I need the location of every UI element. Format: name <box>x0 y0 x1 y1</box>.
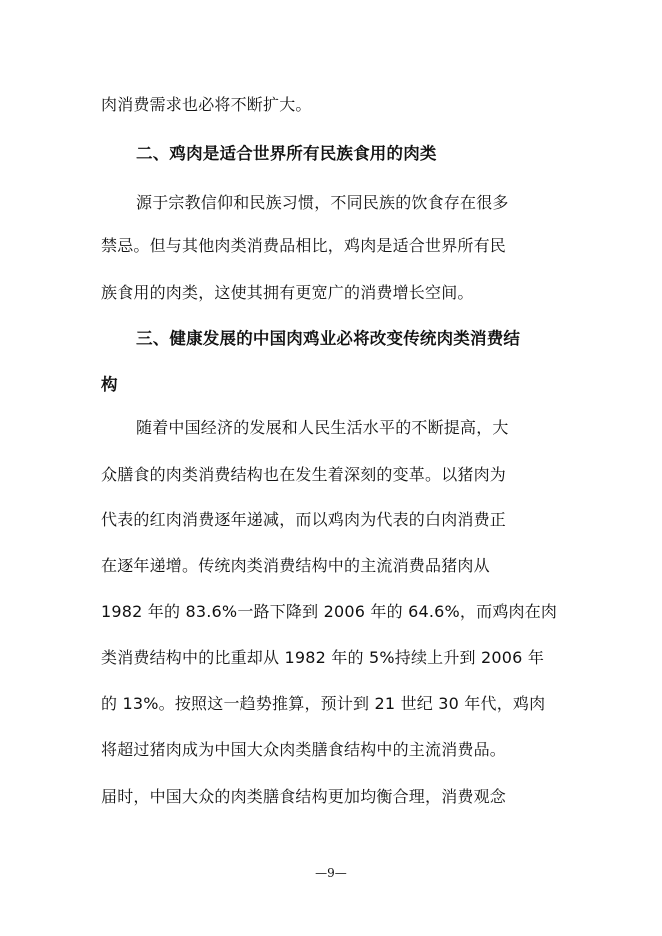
section-heading-continuation: 构 <box>101 375 118 394</box>
body-text-line: 随着中国经济的发展和人民生活水平的不断提高，大 <box>136 418 509 437</box>
page-number: —9— <box>315 866 347 880</box>
body-text-line: 代表的红肉消费逐年递减，而以鸡肉为代表的白肉消费正 <box>101 510 507 529</box>
body-text-line: 族食用的肉类，这使其拥有更宽广的消费增长空间。 <box>101 283 474 302</box>
body-text-line: 的 13%。按照这一趋势推算，预计到 21 世纪 30 年代，鸡肉 <box>101 694 546 713</box>
body-text-line: 1982 年的 83.6%一路下降到 2006 年的 64.6%，而鸡肉在肉 <box>101 602 558 621</box>
body-text-line: 禁忌。但与其他肉类消费品相比，鸡肉是适合世界所有民 <box>101 236 507 255</box>
section-heading: 三、健康发展的中国肉鸡业必将改变传统肉类消费结 <box>136 329 521 348</box>
body-text-line: 将超过猪肉成为中国大众肉类膳食结构中的主流消费品。 <box>101 740 507 759</box>
section-heading: 二、鸡肉是适合世界所有民族食用的肉类 <box>136 144 437 163</box>
body-text-line: 肉消费需求也必将不断扩大。 <box>101 95 312 114</box>
body-text-line: 在逐年递增。传统肉类消费结构中的主流消费品猪肉从 <box>101 556 490 575</box>
body-text-line: 届时，中国大众的肉类膳食结构更加均衡合理，消费观念 <box>101 787 507 806</box>
body-text-line: 源于宗教信仰和民族习惯，不同民族的饮食存在很多 <box>136 193 509 212</box>
body-text-line: 类消费结构中的比重却从 1982 年的 5%持续上升到 2006 年 <box>101 648 545 667</box>
body-text-line: 众膳食的肉类消费结构也在发生着深刻的变革。以猪肉为 <box>101 465 507 484</box>
